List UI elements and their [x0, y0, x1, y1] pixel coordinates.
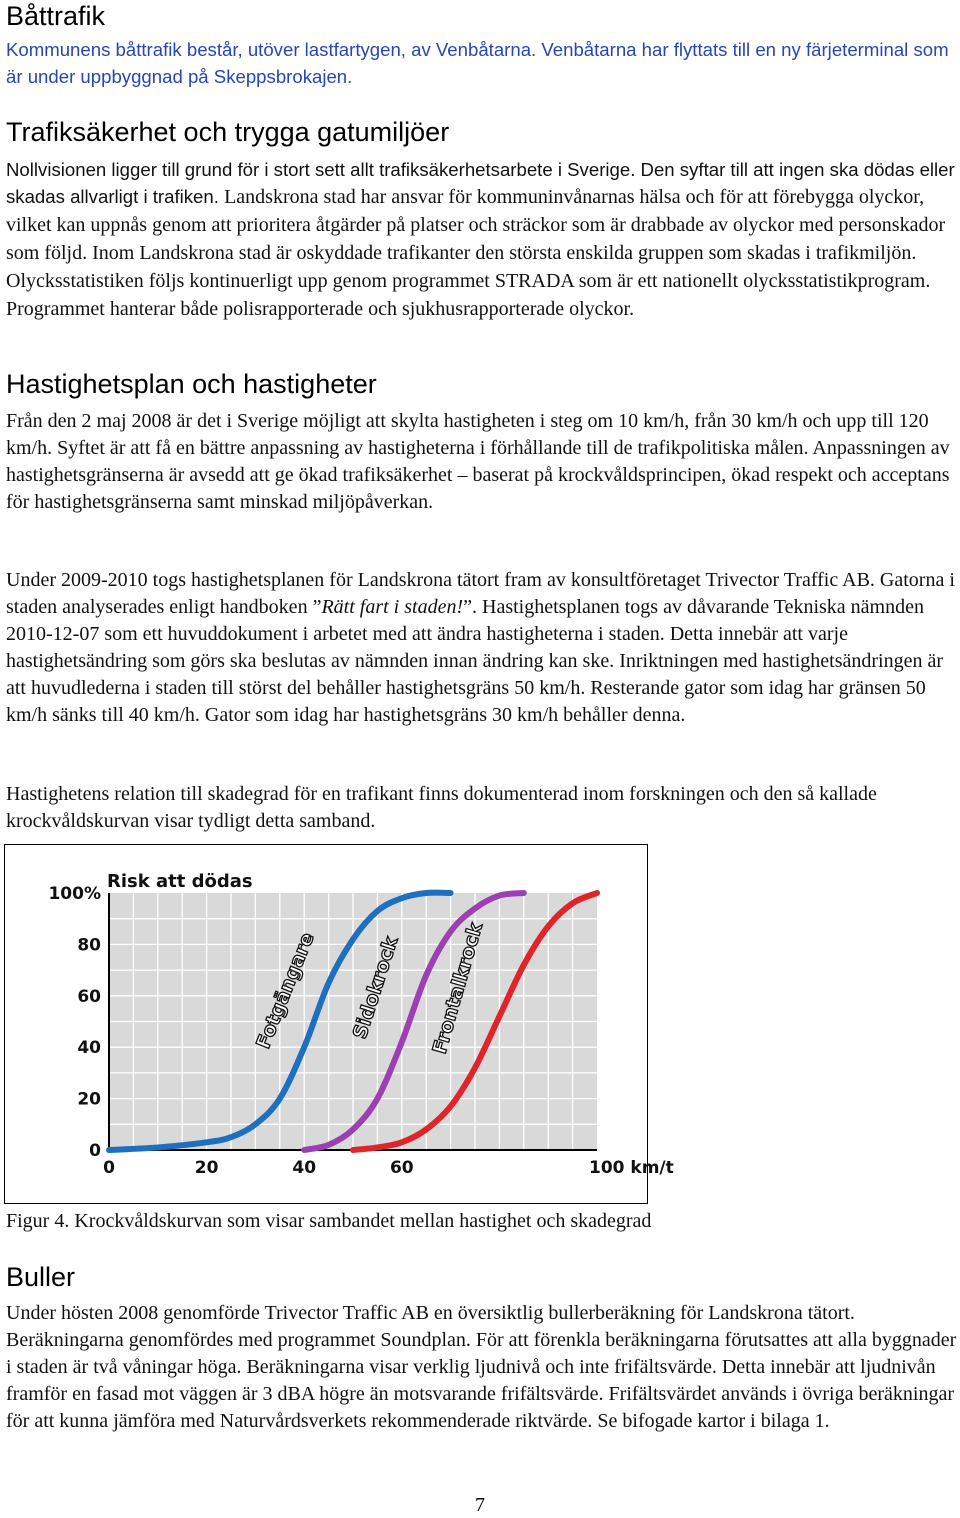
- y-tick-label: 80: [77, 935, 101, 956]
- p2-text-b: ”. Hastighetsplanen togs av dåvarande Tekniska nämnden 2010-12-07 som ett huvuddokument i arbetet med att ändra hastigheterna i staden. Detta innebär att varje hastighetsändring som görs ska beslutas av nämnden innan ändring kan ske. Inriktningen med hastighetsändringen är att huvudlederna i staden till störst del behåller hastighetsgräns 50 km/h. Resterande gator som idag har gränsen 50 km/h sänks till 40 km/h. Gator som idag har hastighetsgräns 30 km/h behåller denna.: [6, 596, 944, 726]
- x-tick-label: 0: [103, 1158, 115, 1178]
- nollvisionen-text: Nollvisionen ligger till grund för i stort sett allt trafiksäkerhetsarbete i Sverige. Den syftar till att ingen ska dödas eller skadas allvarligt i trafiken.: [6, 159, 955, 207]
- landskrona-ansvar-text: Landskrona stad har ansvar för kommuninvånarnas hälsa och för att förebygga olyckor, vilket kan uppnås genom att prioritera åtgärder på platser och sträckor som är drabbade av olyckor med personskador som följd. Inom Landskrona stad är oskyddade trafikanter den största enskilda gruppen som skadas i trafikmiljön. Olycksstatistiken följs kontinuerligt upp genom programmet STRADA som är ett nationellt olycksstatistikprogram. Programmet hanterar både polisrapporterade och sjukhusrapporterade olyckor.: [6, 186, 946, 320]
- y-tick-label: 60: [77, 986, 101, 1007]
- chart-title: Risk att dödas: [107, 871, 253, 892]
- y-tick-label: 100%: [48, 884, 101, 904]
- handbook-title: Rätt fart i staden!: [321, 596, 464, 618]
- section-heading-trafiksakerhet: Trafiksäkerhet och trygga gatumiljöer: [6, 117, 450, 147]
- y-tick-label: 0: [89, 1141, 101, 1161]
- section-heading-buller: Buller: [6, 1262, 76, 1292]
- paragraph-battrafik: Kommunens båttrafik består, utöver lastfartygen, av Venbåtarna. Venbåtarna har flyttats till en ny färjeterminal som är under uppbyggnad på Skeppsbrokajen.: [6, 39, 949, 87]
- paragraph-hastighetsplan-3: Hastighetens relation till skadegrad för en trafikant finns dokumenterad inom forskningen och den så kallade krockvåldskurvan visar tydligt detta samband.: [6, 783, 877, 832]
- x-tick-label: 40: [292, 1158, 317, 1178]
- paragraph-buller: Under hösten 2008 genomförde Trivector Traffic AB en översiktlig bullerberäkning för Landskrona tätort. Beräkningarna genomfördes med programmet Soundplan. För att förenkla beräkningarna förutsattes att alla byggnader i staden är två våningar höga. Beräkningarna visar verklig ljudnivå och inte frifältsvärde. Detta innebär att ljudnivån framför en fasad mot väggen är 3 dBA högre än motsvarande frifältsvärde. Frifältsvärdet används i övriga beräkningar för att kunna jämföra med Naturvårdsverkets rekommenderade riktvärde. Se bifogade kartor i bilaga 1.: [6, 1302, 957, 1432]
- y-tick-label: 20: [77, 1089, 101, 1110]
- paragraph-trafiksakerhet: [6, 156, 956, 323]
- paragraph-hastighetsplan-2: [6, 567, 958, 729]
- page-number: 7: [475, 1494, 485, 1516]
- x-tick-label: 20: [194, 1158, 219, 1178]
- x-tick-label: 60: [389, 1158, 414, 1178]
- y-tick-label: 40: [77, 1038, 101, 1059]
- x-tick-label: 100 km/t: [589, 1158, 674, 1178]
- series-label-frontalkrock: Frontalkrock: [428, 920, 488, 1057]
- series-label-fotgängare: Fotgängare: [252, 929, 319, 1052]
- section-heading-battrafik: Båttrafik: [6, 1, 106, 31]
- paragraph-hastighetsplan-1: Från den 2 maj 2008 är det i Sverige möjligt att skylta hastigheten i steg om 10 km/h, från 30 km/h och upp till 120 km/h. Syftet är att få en bättre anpassning av hastigheterna i förhållande till de trafikpolitiska målen. Anpassningen av hastighetsgränserna är avsedd att ge ökad trafiksäkerhet – baserat på krockvåldsprincipen, ökad respekt och acceptans för hastighetsgränserna samt minskad miljöpåverkan.: [6, 410, 950, 513]
- p2-text-a: Under 2009-2010 togs hastighetsplanen för Landskrona tätort fram av konsultföretaget Trivector Traffic AB. Gatorna i staden analyserades enligt handboken ”: [6, 569, 955, 618]
- section-heading-hastighetsplan: Hastighetsplan och hastigheter: [6, 369, 377, 399]
- crash-violence-chart: [4, 844, 674, 1204]
- figure-caption: Figur 4. Krockvåldskurvan som visar sambandet mellan hastighet och skadegrad: [6, 1210, 652, 1232]
- chart-svg: [5, 845, 674, 1202]
- series-label-sidokrock: Sidokrock: [348, 934, 403, 1042]
